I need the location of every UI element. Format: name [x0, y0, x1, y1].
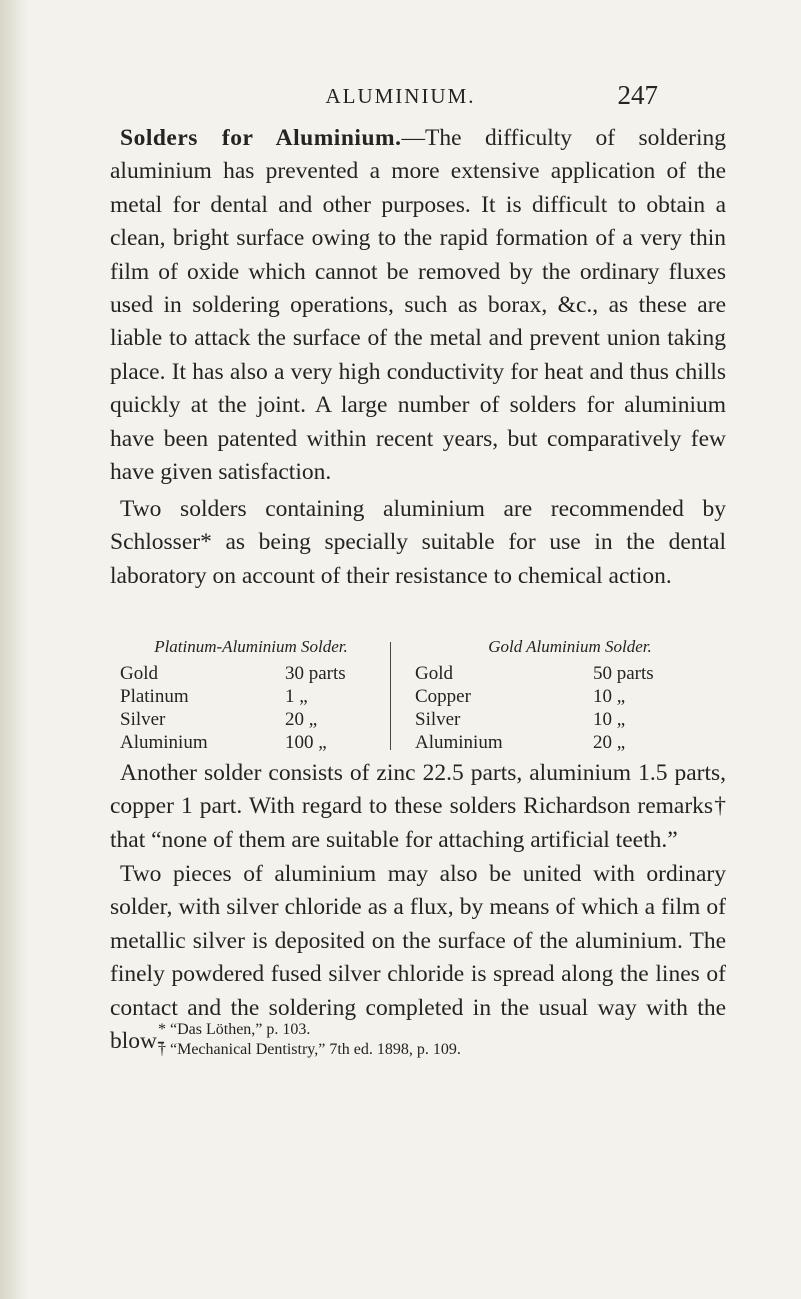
table-cell-amount: 50 parts: [593, 663, 654, 684]
paragraph-2-text: Two solders containing aluminium are recommended by Schlosser* as being specially suitable for use in the dental laboratory on account of their resistance to chemical action.: [110, 496, 726, 589]
page-number: 247: [617, 80, 658, 110]
footnote-item: * “Das Löthen,” p. 103.: [158, 1021, 311, 1038]
paragraph-solders-intro: [110, 122, 726, 489]
running-head: [0, 80, 801, 116]
table-row: [120, 685, 382, 708]
paragraph-3-text: Another solder consists of zinc 22.5 parts, aluminium 1.5 parts, copper 1 part. With regard to these solders Richardson remarks† that “none of them are suitable for attaching artificial teeth.”: [110, 760, 726, 853]
section-title: Solders for Aluminium.: [120, 125, 402, 151]
table-row: [405, 708, 735, 731]
paragraph-schlosser: [110, 493, 726, 593]
table-row: [120, 731, 382, 754]
table-row: [405, 662, 735, 685]
table-cell-amount: 10 „: [593, 709, 626, 730]
solder-tables: [110, 636, 736, 754]
platinum-aluminium-table: [120, 636, 382, 754]
table-caption: Platinum-Aluminium Solder.: [154, 637, 348, 656]
table-cell-metal: Gold: [120, 663, 158, 684]
table-cell-amount: 100 „: [285, 732, 327, 753]
table-cell-metal: Aluminium: [415, 732, 503, 753]
running-title: ALUMINIUM.: [325, 84, 476, 108]
paragraph-1-text: —The difficulty of soldering aluminium has prevented a more extensive application of the metal for dental and other purposes. It is difficult to obtain a clean, bright surface owing to the rapid formation of a very thin film of oxide which cannot be removed by the ordinary fluxes used in soldering operations, such as borax, &c., as these are liable to attack the surface of the metal and prevent union taking place. It has also a very high conductivity for heat and thus chills quickly at the joint. A large number of solders for aluminium have been patented within recent years, but comparatively few have given satisfaction.: [110, 125, 726, 486]
paragraph-zinc-solder: [110, 757, 726, 857]
page-edge-shadow: [0, 0, 28, 1299]
footnotes: [158, 1020, 718, 1060]
paragraph-4-text: Two pieces of aluminium may also be united with ordinary solder, with silver chloride as a flux, by means of which a film of metallic silver is deposited on the surface of the aluminium. The finely powdered fused silver chloride is spread along the lines of contact and the soldering completed in the usual way with the blow-: [110, 861, 726, 1055]
table-cell-metal: Silver: [415, 709, 461, 730]
table-row: [405, 685, 735, 708]
table-cell-amount: 20 „: [285, 709, 318, 730]
footnote-item: † “Mechanical Dentistry,” 7th ed. 1898, p. 109.: [158, 1041, 461, 1058]
table-row: [120, 708, 382, 731]
table-cell-metal: Aluminium: [120, 732, 208, 753]
table-caption: Gold Aluminium Solder.: [488, 637, 652, 656]
gold-aluminium-table: [405, 636, 735, 754]
table-cell-metal: Gold: [415, 663, 453, 684]
table-cell-amount: 10 „: [593, 686, 626, 707]
table-cell-amount: 30 parts: [285, 663, 346, 684]
table-cell-amount: 20 „: [593, 732, 626, 753]
table-row: [120, 662, 382, 685]
table-divider: [390, 642, 391, 750]
table-cell-amount: 1 „: [285, 686, 308, 707]
table-cell-metal: Silver: [120, 709, 166, 730]
table-cell-metal: Platinum: [120, 686, 189, 707]
table-row: [405, 731, 735, 754]
table-cell-metal: Copper: [415, 686, 471, 707]
